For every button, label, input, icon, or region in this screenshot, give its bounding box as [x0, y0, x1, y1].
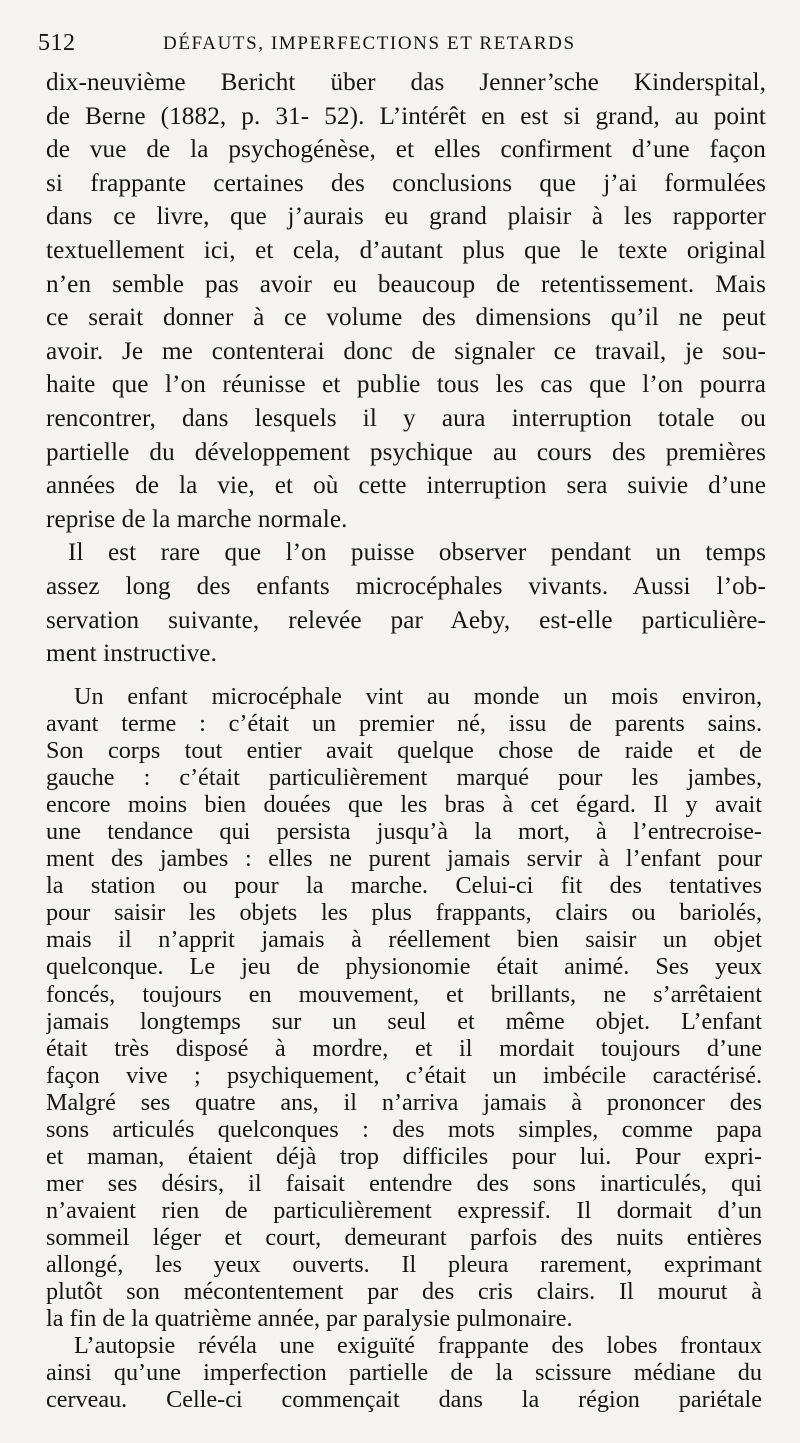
- text-line: Il est rare que l’on puisse observer pendant un temps: [68, 539, 766, 567]
- text-line: haite que l’on réunisse et publie tous les cas que l’on pourra: [46, 371, 766, 399]
- quote-line: avant terme : c’était un premier né, issu de parents sains.: [46, 710, 762, 738]
- quote-line: sons articulés quelconques : des mots simples, comme papa: [46, 1115, 762, 1143]
- quote-line: façon vive ; psychiquement, c’était un imbécile caractérisé.: [46, 1061, 762, 1089]
- observation-quote-block: [46, 683, 762, 1413]
- quote-line: mer ses désirs, il faisait entendre des sons inarticulés, qui: [46, 1169, 762, 1197]
- text-line: reprise de la marche normale.: [46, 505, 348, 533]
- text-line: ment instructive.: [46, 640, 217, 668]
- quote-line: cerveau. Celle-ci commençait dans la région pariétale: [46, 1386, 762, 1414]
- quote-line: sommeil léger et court, demeurant parfois des nuits entières: [46, 1223, 762, 1251]
- text-line: ce serait donner à ce volume des dimensions qu’il ne peut: [46, 304, 766, 332]
- text-line: avoir. Je me contenterai donc de signaler ce travail, je sou-: [46, 337, 766, 365]
- page-number: 512: [38, 30, 76, 56]
- text-line: années de la vie, et où cette interruption sera suivie d’une: [46, 472, 766, 500]
- quote-line: foncés, toujours en mouvement, et brillants, ne s’arrêtaient: [46, 980, 762, 1008]
- quote-line: Malgré ses quatre ans, il n’arriva jamais à prononcer des: [46, 1088, 762, 1116]
- quote-line: pour saisir les objets les plus frappants, clairs ou bariolés,: [46, 899, 762, 927]
- quote-line: la fin de la quatrième année, par paralysie pulmonaire.: [46, 1305, 573, 1333]
- text-line: si frappante certaines des conclusions que j’ai formulées: [46, 169, 766, 197]
- quote-line: ment des jambes : elles ne purent jamais servir à l’enfant pour: [46, 845, 762, 873]
- quote-line: et maman, étaient déjà trop difficiles pour lui. Pour expri-: [46, 1142, 762, 1170]
- quote-line: une tendance qui persista jusqu’à la mort, à l’entrecroise-: [46, 818, 762, 846]
- text-line: de vue de la psychogénèse, et elles confirment d’une façon: [46, 136, 766, 164]
- quote-line: Son corps tout entier avait quelque chose de raide et de: [46, 737, 762, 765]
- text-line: servation suivante, relevée par Aeby, est-elle particulière-: [46, 606, 766, 634]
- quote-line: la station ou pour la marche. Celui-ci fit des tentatives: [46, 872, 762, 900]
- main-text-block: [46, 66, 766, 671]
- quote-line: était très disposé à mordre, et il mordait toujours d’une: [46, 1034, 762, 1062]
- quote-line: mais il n’apprit jamais à réellement bien saisir un objet: [46, 926, 762, 954]
- quote-line: gauche : c’était particulièrement marqué pour les jambes,: [46, 764, 762, 792]
- quote-line: ainsi qu’une imperfection partielle de la scissure médiane du: [46, 1359, 762, 1387]
- quote-line: L’autopsie révéla une exiguïté frappante des lobes frontaux: [74, 1332, 762, 1360]
- text-line: partielle du développement psychique au cours des premières: [46, 438, 766, 466]
- text-line: n’en semble pas avoir eu beaucoup de retentissement. Mais: [46, 270, 766, 298]
- quote-line: Un enfant microcéphale vint au monde un mois environ,: [74, 683, 762, 710]
- quote-line: allongé, les yeux ouverts. Il pleura rarement, exprimant: [46, 1250, 762, 1278]
- quote-line: plutôt son mécontentement par des cris clairs. Il mourut à: [46, 1278, 762, 1306]
- quote-line: jamais longtemps sur un seul et même objet. L’enfant: [46, 1007, 762, 1035]
- text-line: assez long des enfants microcéphales vivants. Aussi l’ob-: [46, 572, 766, 600]
- text-line: dans ce livre, que j’aurais eu grand plaisir à les rapporter: [46, 203, 766, 231]
- quote-line: quelconque. Le jeu de physionomie était animé. Ses yeux: [46, 953, 762, 981]
- running-head: [38, 30, 760, 64]
- text-line: de Berne (1882, p. 31- 52). L’intérêt en est si grand, au point: [46, 102, 766, 130]
- text-line: rencontrer, dans lesquels il y aura interruption totale ou: [46, 404, 766, 432]
- text-line: textuellement ici, et cela, d’autant plus que le texte original: [46, 236, 766, 264]
- text-line: dix-neuvième Bericht über das Jenner’sche Kinderspital,: [46, 69, 766, 96]
- running-title: DÉFAUTS, IMPERFECTIONS ET RETARDS: [163, 33, 576, 54]
- quote-line: n’avaient rien de particulièrement expressif. Il dormait d’un: [46, 1196, 762, 1224]
- quote-line: encore moins bien douées que les bras à cet égard. Il y avait: [46, 791, 762, 819]
